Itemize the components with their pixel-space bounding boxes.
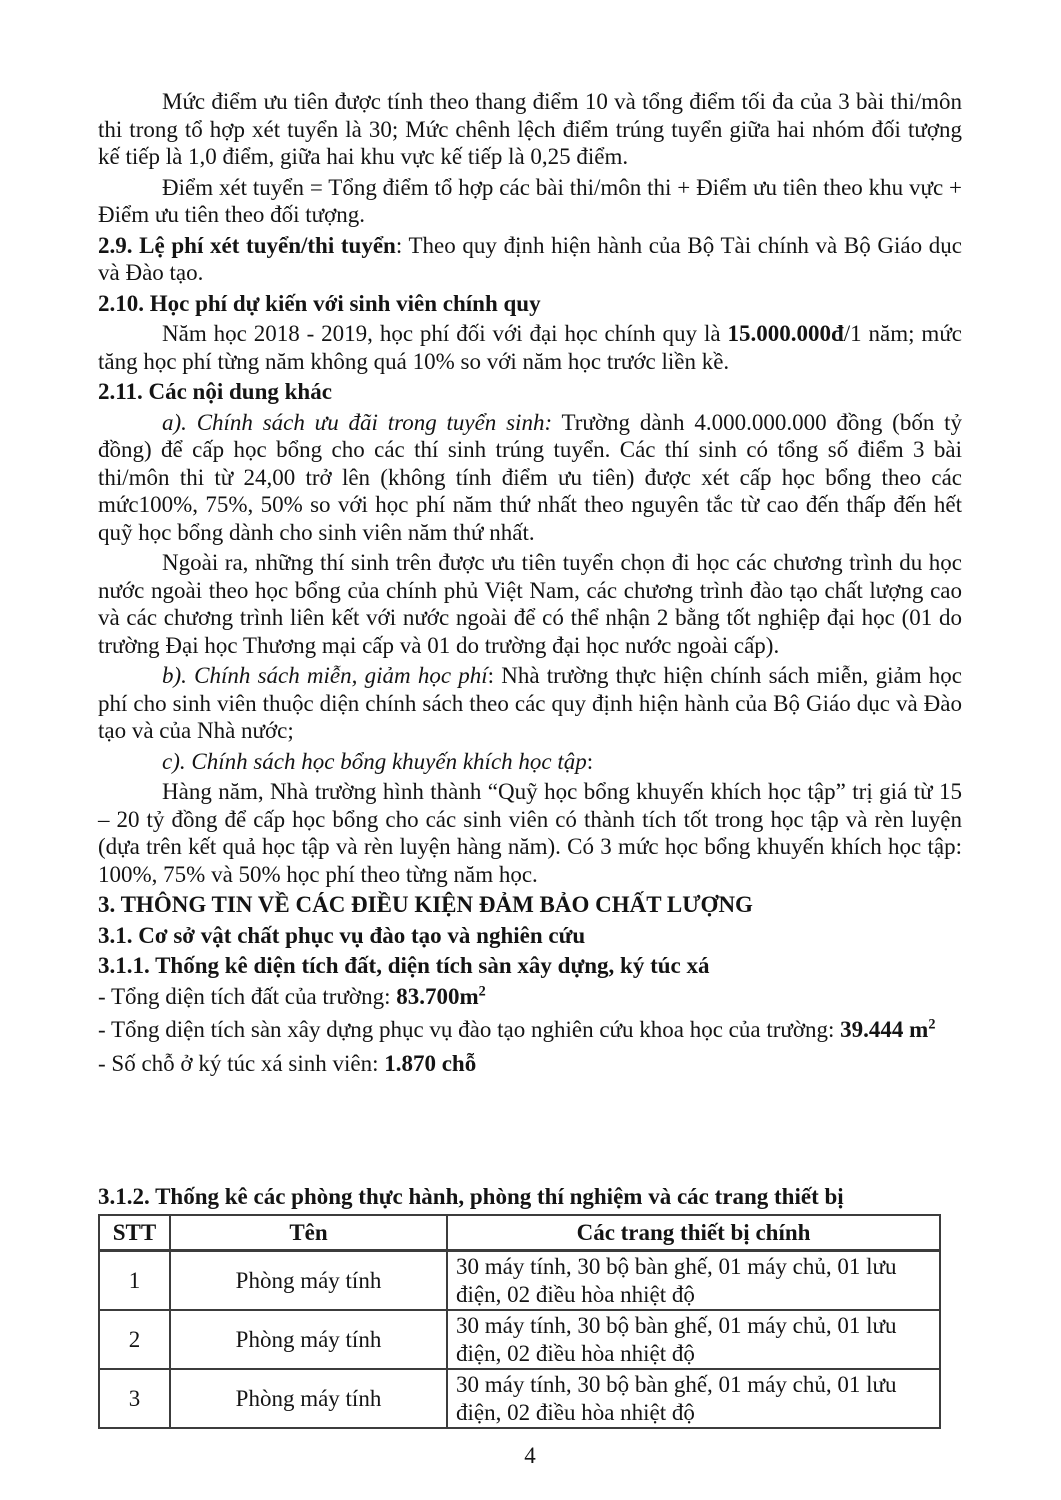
text-segment: 2.11. Các nội dung khác [98, 379, 332, 404]
stat-land-area [98, 983, 962, 1011]
text-segment: : Nhà trường thực hiện chính sách miễn, giảm học phí cho sinh viên thuộc diện chính sách theo các quy định hiện hành của Bộ Giáo dục và Đào tạo và của Nhà nước; [98, 663, 963, 743]
table-cell: Phòng máy tính [170, 1251, 447, 1311]
equipment-table-body [99, 1251, 940, 1429]
text-segment: Điểm xét tuyển = Tổng điểm tổ hợp các bài thi/môn thi + Điểm ưu tiên theo khu vực + Điểm ưu tiên theo đối tượng. [98, 174, 962, 227]
text-segment: 2 [478, 982, 486, 999]
table-cell: 30 máy tính, 30 bộ bàn ghế, 01 máy chủ, 01 lưu điện, 02 điều hòa nhiệt độ [447, 1369, 940, 1428]
text-segment: b). Chính sách miễn, giảm học phí [162, 663, 488, 688]
paragraph-priority-points [98, 88, 962, 171]
table-cell: 2 [99, 1310, 170, 1369]
table-header-cell: STT [99, 1215, 170, 1251]
text-segment: Trường dành 4.000.000.000 đồng (bốn tỷ đồng) để cấp học bổng cho các thí sinh trúng tuyển. Các thí sinh có tổng số điểm 3 bài thi/môn thi từ 24,00 trở lên (không tính điểm ưu tiên) được xét cấp học bổng theo các mức100%, 75%, 50% so với học phí năm thứ nhất theo nguyên tắc từ cao đến thấp đến hết quỹ học bổng dành cho sinh viên năm thứ nhất. [98, 409, 963, 545]
table-cell: 30 máy tính, 30 bộ bàn ghế, 01 máy chủ, 01 lưu điện, 02 điều hòa nhiệt độ [447, 1310, 940, 1369]
text-segment: a). Chính sách ưu đãi trong tuyển sinh: [162, 409, 553, 435]
text-segment: - Số chỗ ở ký túc xá sinh viên: [98, 1050, 385, 1076]
section-3-heading [98, 891, 962, 919]
text-segment: 83.700m [396, 983, 479, 1009]
text-segment: 2.9. Lệ phí xét tuyển/thi tuyển [98, 232, 396, 258]
text-segment: Năm học 2018 - 2019, học phí đối với đại học chính quy là [162, 321, 728, 346]
text-segment: 3.1.2. Thống kê các phòng thực hành, phòng thí nghiệm và các trang thiết bị [98, 1184, 844, 1209]
text-segment: 1.870 chỗ [384, 1050, 477, 1076]
text-segment: Ngoài ra, những thí sinh trên được ưu tiên tuyển chọn đi học các chương trình du học nước ngoài theo học bổng của chính phủ Việt Nam, các chương trình đào tạo chất lượng cao và các chương trình liên kết với nước ngoài để có thể nhận 2 bằng tốt nghiệp đại học (01 do trường Đại học Thương mại cấp và 01 do trường đại học nước ngoài cấp). [98, 550, 962, 658]
text-segment: - Tổng diện tích đất của trường: [98, 983, 397, 1009]
text-segment: 2 [928, 1016, 936, 1033]
table-cell: 30 máy tính, 30 bộ bàn ghế, 01 máy chủ, 01 lưu điện, 02 điều hòa nhiệt độ [447, 1251, 940, 1311]
section-3-1-heading [98, 922, 962, 950]
section-2-10-heading [98, 290, 962, 318]
text-segment: 15.000.000đ [727, 321, 844, 346]
table-cell: Phòng máy tính [170, 1369, 447, 1428]
paragraph-b-fee-exemption [98, 662, 962, 745]
table-header-cell: Các trang thiết bị chính [447, 1215, 940, 1251]
section-3-1-2-heading [98, 1183, 962, 1211]
text-segment: Hàng năm, Nhà trường hình thành “Quỹ học bổng khuyến khích học tập” trị giá từ 15 – 20 tỷ đồng để cấp học bổng cho các sinh viên có thành tích tốt trong học tập và rèn luyện (dựa trên kết quả học tập và rèn luyện hàng năm). Có 3 mức học bổng khuyến khích học tập: 100%, 75% và 50% học phí theo từng năm học. [98, 779, 962, 887]
paragraph-tuition [98, 320, 962, 375]
text-segment: /1 năm; mức tăng học phí từng năm không quá 10% so với năm học trước liền kề. [98, 321, 962, 374]
text-segment: : Theo quy định hiện hành của Bộ Tài chính và Bộ Giáo dục và Đào tạo. [98, 232, 962, 285]
text-segment: - Tổng diện tích sàn xây dựng phục vụ đào tạo nghiên cứu khoa học của trường: [98, 1017, 841, 1042]
table-row [99, 1251, 940, 1311]
paragraph-annual-scholarship-fund [98, 778, 962, 888]
text-segment: 3.1.1. Thống kê diện tích đất, diện tích sàn xây dựng, ký túc xá [98, 953, 710, 978]
table-cell: 3 [99, 1369, 170, 1428]
text-segment: : [586, 748, 594, 774]
equipment-table-head [99, 1215, 940, 1251]
stat-dormitory-places [98, 1050, 962, 1078]
paragraph-c-incentive-scholarship [98, 748, 962, 776]
stat-floor-area [98, 1016, 962, 1044]
text-segment: 3.1. Cơ sở vật chất phục vụ đào tạo và nghiên cứu [98, 922, 586, 948]
table-row [99, 1369, 940, 1428]
section-3-1-1-heading [98, 952, 962, 980]
equipment-table [98, 1214, 941, 1430]
document-body [98, 88, 962, 1211]
page-number: 4 [524, 1443, 536, 1468]
table-cell: 1 [99, 1251, 170, 1311]
paragraph-a-scholarship-policy [98, 409, 962, 547]
section-2-9 [98, 232, 962, 287]
section-gap [98, 1083, 962, 1183]
table-row [99, 1310, 940, 1369]
paragraph-study-abroad [98, 549, 962, 659]
text-segment: Mức điểm ưu tiên được tính theo thang điểm 10 và tổng điểm tối đa của 3 bài thi/môn thi trong tổ hợp xét tuyển là 30; Mức chênh lệch điểm trúng tuyển giữa hai nhóm đối tượng kế tiếp là 1,0 điểm, giữa hai khu vực kế tiếp là 0,25 điểm. [98, 89, 962, 169]
table-header-row [99, 1215, 940, 1251]
text-segment: 3. THÔNG TIN VỀ CÁC ĐIỀU KIỆN ĐẢM BẢO CHẤT LƯỢNG [98, 892, 753, 917]
text-segment: 2.10. Học phí dự kiến với sinh viên chính quy [98, 290, 541, 316]
table-cell: Phòng máy tính [170, 1310, 447, 1369]
table-header-cell: Tên [170, 1215, 447, 1251]
section-2-11-heading [98, 378, 962, 406]
text-segment: c). Chính sách học bổng khuyến khích học tập [162, 748, 587, 774]
text-segment: 39.444 m [840, 1017, 929, 1042]
paragraph-admission-score-formula [98, 174, 962, 229]
